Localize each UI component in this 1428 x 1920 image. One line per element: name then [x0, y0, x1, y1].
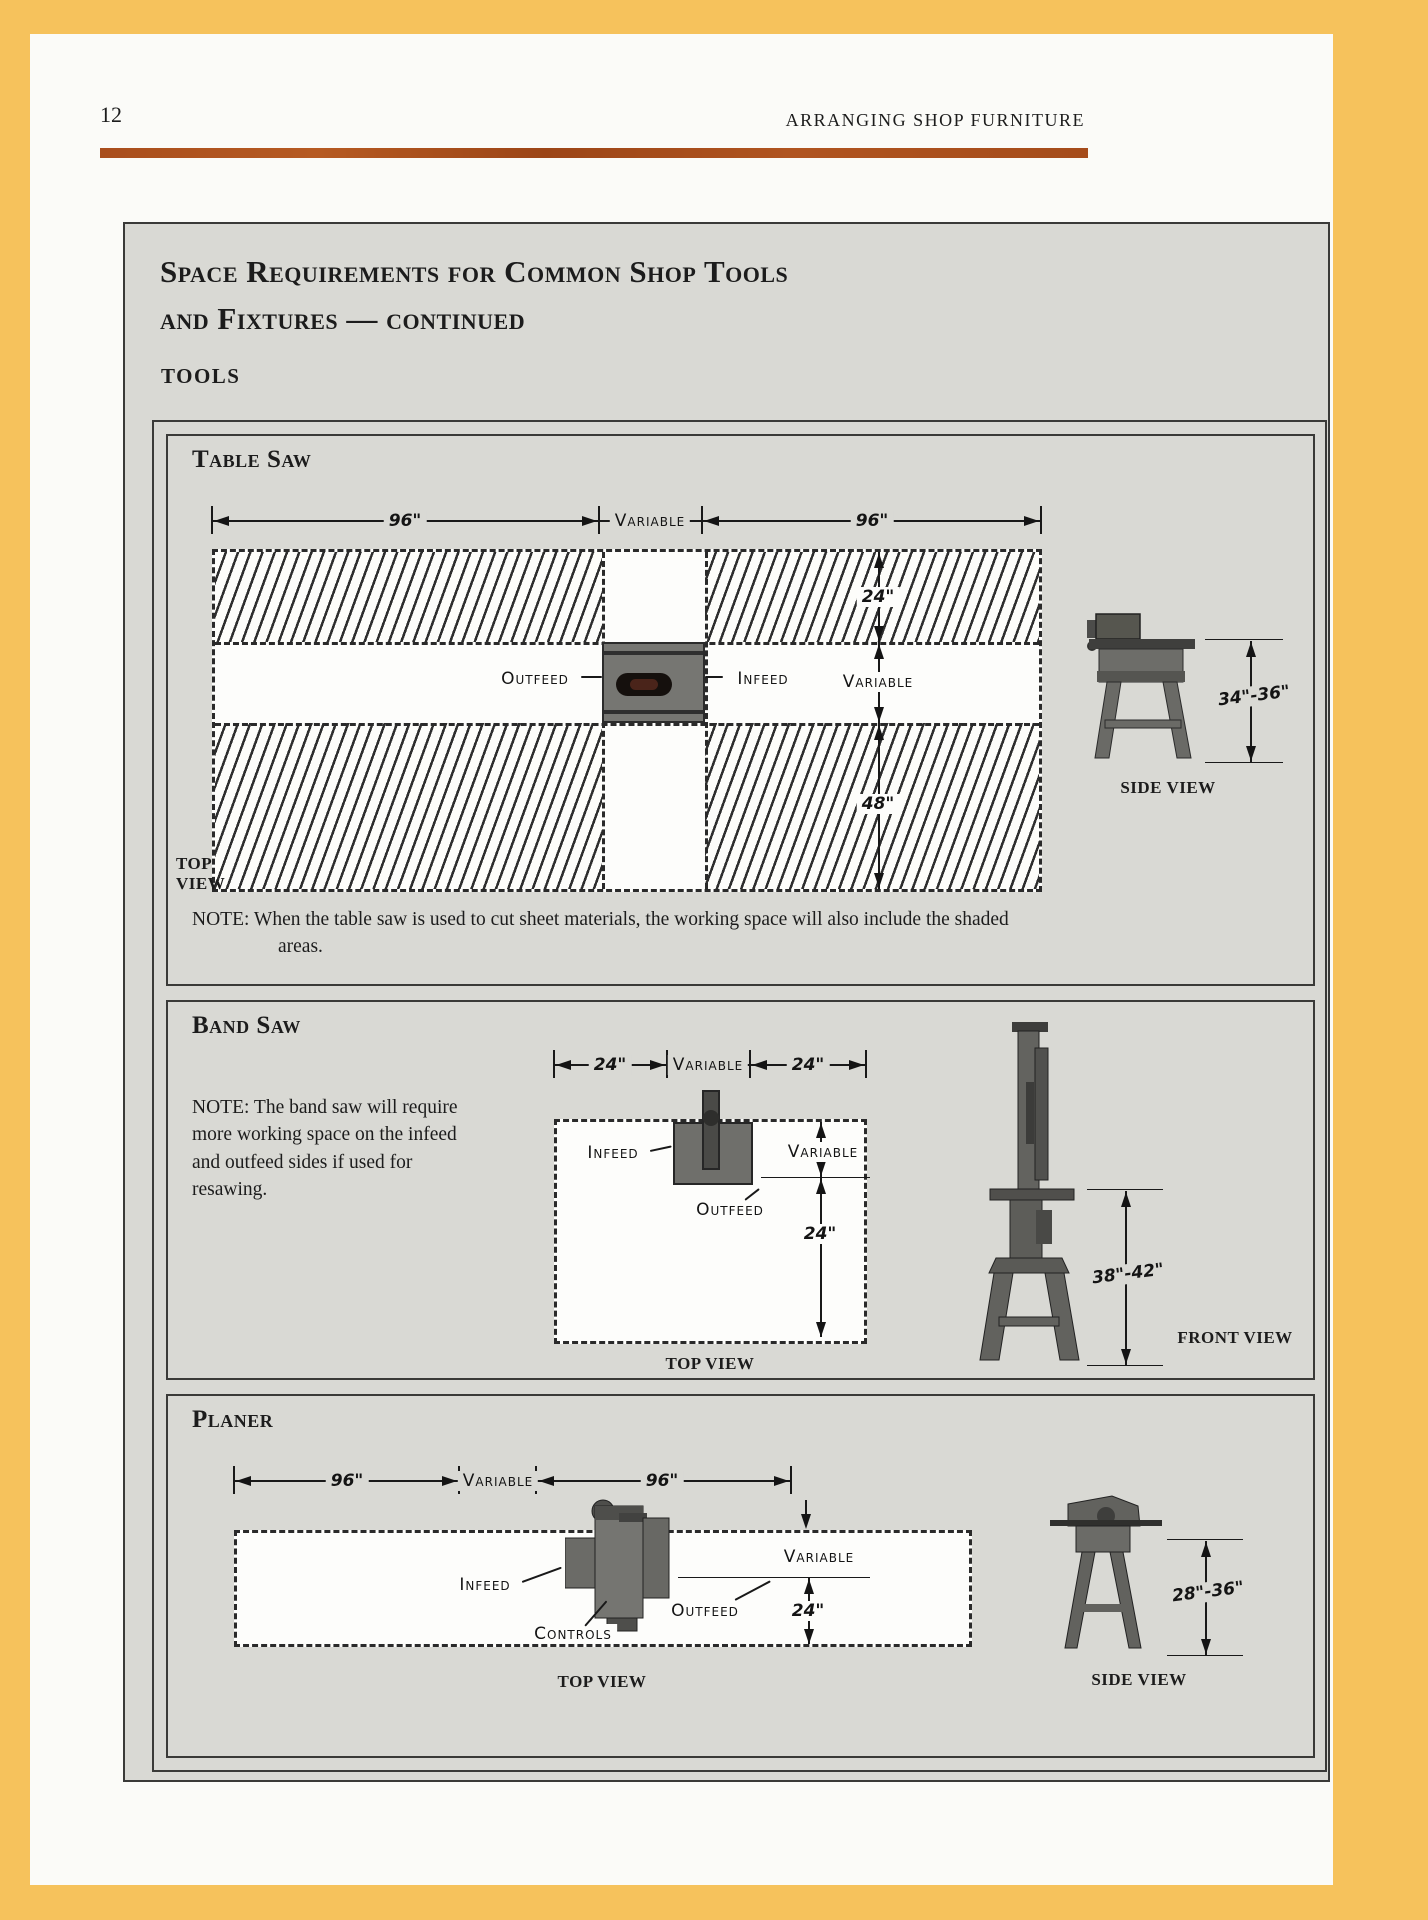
- arrow-left: [236, 1476, 251, 1486]
- arrow-up: [874, 553, 884, 568]
- bs-front-view-label: FRONT VIEW: [1177, 1328, 1293, 1347]
- leader-line: [522, 1567, 562, 1583]
- bs-infeed-label: Infeed: [582, 1143, 643, 1163]
- pl-infeed-label: Infeed: [454, 1575, 515, 1595]
- arrow-left: [704, 516, 719, 526]
- arrow-down: [801, 1514, 811, 1529]
- band-saw-note: NOTE: The band saw will require more working space on the infeed and outfeed sides if used for resawing.: [192, 1097, 458, 1200]
- pl-side-height: 28"-36": [1166, 1577, 1250, 1607]
- bs-v-variable: Variable: [783, 1142, 863, 1162]
- pl-side-view-label: SIDE VIEW: [1091, 1670, 1187, 1689]
- table-saw-top-view-machine: [602, 642, 705, 723]
- bs-v-dim: [820, 1177, 822, 1337]
- arrow-up: [874, 644, 884, 659]
- tick: [233, 1466, 235, 1494]
- pl-v-variable: Variable: [779, 1547, 859, 1567]
- pl-dim-96-right: 96": [641, 1471, 684, 1491]
- page-title: [160, 248, 788, 342]
- dashed-divider: [705, 552, 708, 889]
- ts-side-view-label: SIDE VIEW: [1120, 778, 1216, 797]
- bs-dim-24-left: 24": [589, 1055, 632, 1075]
- arrow-down: [816, 1322, 826, 1337]
- bs-dim-24-right: 24": [787, 1055, 830, 1075]
- page-title-line2: and Fixtures — continued: [160, 301, 526, 336]
- pl-top-view-label: TOP VIEW: [557, 1672, 647, 1691]
- outfeed-level-line: [678, 1577, 870, 1578]
- ts-top-view-label: TOP VIEW: [176, 854, 226, 893]
- ext-line: [1087, 1189, 1163, 1190]
- leader-line: [735, 1580, 771, 1601]
- header-rule: [100, 148, 1088, 158]
- planer-heading: Planer: [192, 1406, 274, 1433]
- shaded-area: [215, 552, 602, 642]
- arrow-right: [849, 1060, 864, 1070]
- band-saw-front-view-machine: [968, 1020, 1086, 1368]
- arrow-up: [816, 1179, 826, 1194]
- arrow-up: [804, 1579, 814, 1594]
- tick: [553, 1050, 555, 1078]
- ts-side-height: 34"-36": [1212, 681, 1296, 711]
- ts-dim-96-right: 96": [851, 511, 894, 531]
- tick: [790, 1466, 792, 1494]
- arrow-left: [539, 1476, 554, 1486]
- band-saw-blade-column: [702, 1090, 720, 1170]
- planer-section: [166, 1394, 1315, 1758]
- leader-line: [705, 676, 723, 678]
- fence-rail: [604, 710, 703, 714]
- tick: [749, 1050, 751, 1078]
- tick: [1040, 506, 1042, 534]
- page: [30, 34, 1333, 1885]
- arrow-right: [1024, 516, 1039, 526]
- arrow-up: [816, 1123, 826, 1138]
- tick: [865, 1050, 867, 1078]
- ts-dim-variable: Variable: [610, 511, 690, 531]
- ts-infeed-label: Infeed: [732, 669, 793, 689]
- ts-outfeed-label: Outfeed: [496, 669, 574, 689]
- ext-line: [1205, 639, 1283, 640]
- arrow-down: [816, 1161, 826, 1176]
- blade-slot: [616, 673, 672, 696]
- planer-side-view-machine: [1050, 1492, 1162, 1656]
- arrow-down: [874, 873, 884, 888]
- table-saw-note: NOTE: When the table saw is used to cut sheet materials, the working space will also include the shaded areas.: [192, 909, 1009, 958]
- bs-top-view-label: TOP VIEW: [665, 1354, 755, 1373]
- table-saw-side-view-machine: [1083, 608, 1205, 766]
- leader-line: [650, 1145, 672, 1152]
- ts-v-variable: Variable: [838, 672, 918, 692]
- arrow-left: [752, 1060, 767, 1070]
- band-saw-heading: Band Saw: [192, 1012, 301, 1039]
- arrow-up: [1201, 1542, 1211, 1557]
- table-saw-section: [166, 434, 1315, 986]
- pl-dim-variable: Variable: [458, 1471, 538, 1491]
- page-title-line1: Space Requirements for Common Shop Tools: [160, 254, 789, 289]
- shaded-area: [215, 723, 602, 889]
- pl-outfeed-label: Outfeed: [666, 1601, 744, 1621]
- pl-v-24: 24": [787, 1601, 830, 1621]
- band-saw-blade-guide: [703, 1110, 719, 1126]
- content-panel: [123, 222, 1330, 1782]
- tick: [701, 506, 703, 534]
- bs-v-24: 24": [799, 1224, 842, 1244]
- arrow-down: [1246, 746, 1256, 761]
- arrow-up: [1121, 1192, 1131, 1207]
- ext-line: [1167, 1655, 1243, 1656]
- arrow-down: [1201, 1639, 1211, 1654]
- fence-rail: [604, 651, 703, 655]
- arrow-up: [1246, 642, 1256, 657]
- ts-v-48: 48": [857, 794, 900, 814]
- planer-top-view-machine: [565, 1496, 677, 1634]
- running-header: ARRANGING SHOP FURNITURE: [785, 110, 1085, 130]
- arrow-right: [774, 1476, 789, 1486]
- page-number: 12: [100, 102, 122, 127]
- ext-line: [1205, 762, 1283, 763]
- arrow-up: [874, 725, 884, 740]
- outfeed-level-line: [761, 1177, 870, 1178]
- dashed-divider: [215, 723, 1039, 726]
- arrow-down: [1121, 1349, 1131, 1364]
- ts-top-view-diagram: [212, 549, 1042, 892]
- arrow-left: [556, 1060, 571, 1070]
- ts-dim-96-left: 96": [384, 511, 427, 531]
- pl-dim-96-left: 96": [326, 1471, 369, 1491]
- band-saw-section: [166, 1000, 1315, 1380]
- bs-outfeed-label: Outfeed: [691, 1200, 769, 1220]
- bs-dim-variable: Variable: [668, 1055, 748, 1075]
- arrow-down: [874, 626, 884, 641]
- ts-v-24: 24": [857, 587, 900, 607]
- arrow-down: [804, 1629, 814, 1644]
- arrow-left: [214, 516, 229, 526]
- ext-line: [1087, 1365, 1163, 1366]
- bs-top-view-diagram: [554, 1119, 867, 1344]
- tools-label: TOOLS: [161, 364, 241, 388]
- ext-line: [1167, 1539, 1243, 1540]
- tick: [598, 506, 600, 534]
- table-saw-heading: Table Saw: [192, 446, 312, 473]
- bs-front-height: 38"-42": [1086, 1259, 1170, 1289]
- arrow-down: [874, 707, 884, 722]
- leader-line: [581, 676, 602, 678]
- tools-outer-box: [152, 420, 1327, 1772]
- arrow-right: [582, 516, 597, 526]
- leader-line: [744, 1188, 759, 1201]
- arrow-right: [442, 1476, 457, 1486]
- pl-controls-label: Controls: [529, 1624, 617, 1644]
- arrow-right: [650, 1060, 665, 1070]
- tick: [211, 506, 213, 534]
